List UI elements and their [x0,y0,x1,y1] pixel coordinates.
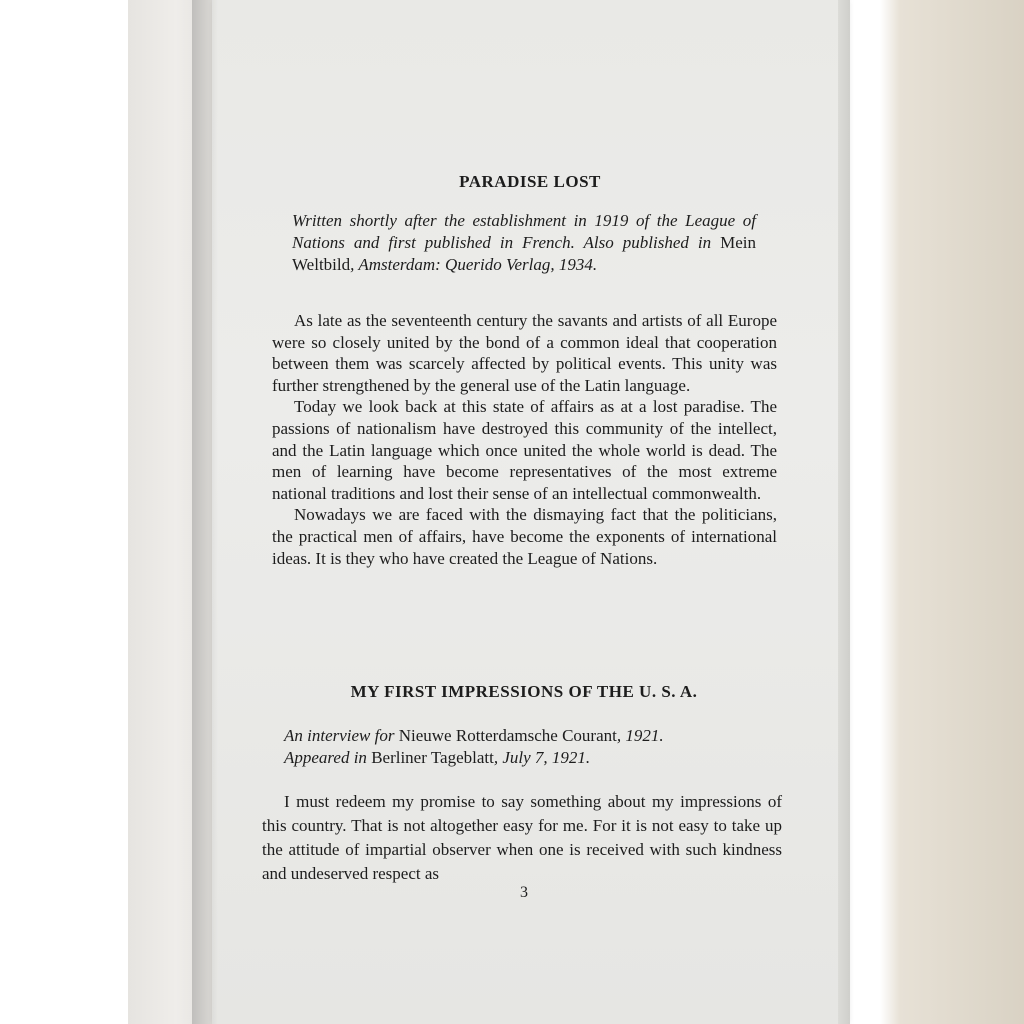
section-body [262,790,782,886]
italic-text: Appeared in [284,748,372,767]
body-paragraph: Today we look back at this state of affairs as at a lost paradise. The passions of nationalism have destroyed this community of the intellect, and the Latin language which once united the whole world is dead. The men of learning have become representatives of the most extreme national traditions and lost their sense of an intellectual commonwealth. [272,397,777,503]
section-title-paradise-lost: PARADISE LOST [459,172,601,191]
italic-text: Written shortly after the establishment in 1919 of the League of Nations and first published in French. Also published in [292,211,756,252]
gutter-shadow [192,0,218,1024]
roman-title-text: Nieuwe Rotterdamsche Courant [398,726,617,745]
italic-text: , 1921. [616,726,664,745]
italic-text: , Amsterdam: Querido Verlag, 1934. [350,255,598,274]
page-outer-edge [838,0,850,1024]
page-number: 3 [520,884,528,901]
roman-title-text: Berliner Tageblatt [371,748,494,767]
italic-text: , July 7, 1921. [493,748,591,767]
roman-title-text: Mein Weltbild [292,233,756,274]
section-source-note [292,210,756,276]
body-paragraph: As late as the seventeenth century the savants and artists of all Europe were so closely united by the bond of a common ideal that cooperation between them was scarcely affected by political events. This unity was further strengthened by the general use of the Latin language. [272,311,777,395]
body-paragraph: I must redeem my promise to say something about my impressions of this country. That is not altogether easy for me. For it is not easy to take up the attitude of impartial observer when one is received with such kindness and undeserved respect as [262,792,782,883]
section-source-note-line [284,725,784,747]
section-source-note-line [284,747,784,769]
section-body [272,310,777,569]
italic-text: An interview for [284,726,399,745]
section-title-first-impressions: MY FIRST IMPRESSIONS OF THE U. S. A. [350,682,698,701]
body-paragraph: Nowadays we are faced with the dismaying fact that the politicians, the practical men of affairs, have become the exponents of international ideas. It is they who have created the League of Nations. [272,505,777,568]
